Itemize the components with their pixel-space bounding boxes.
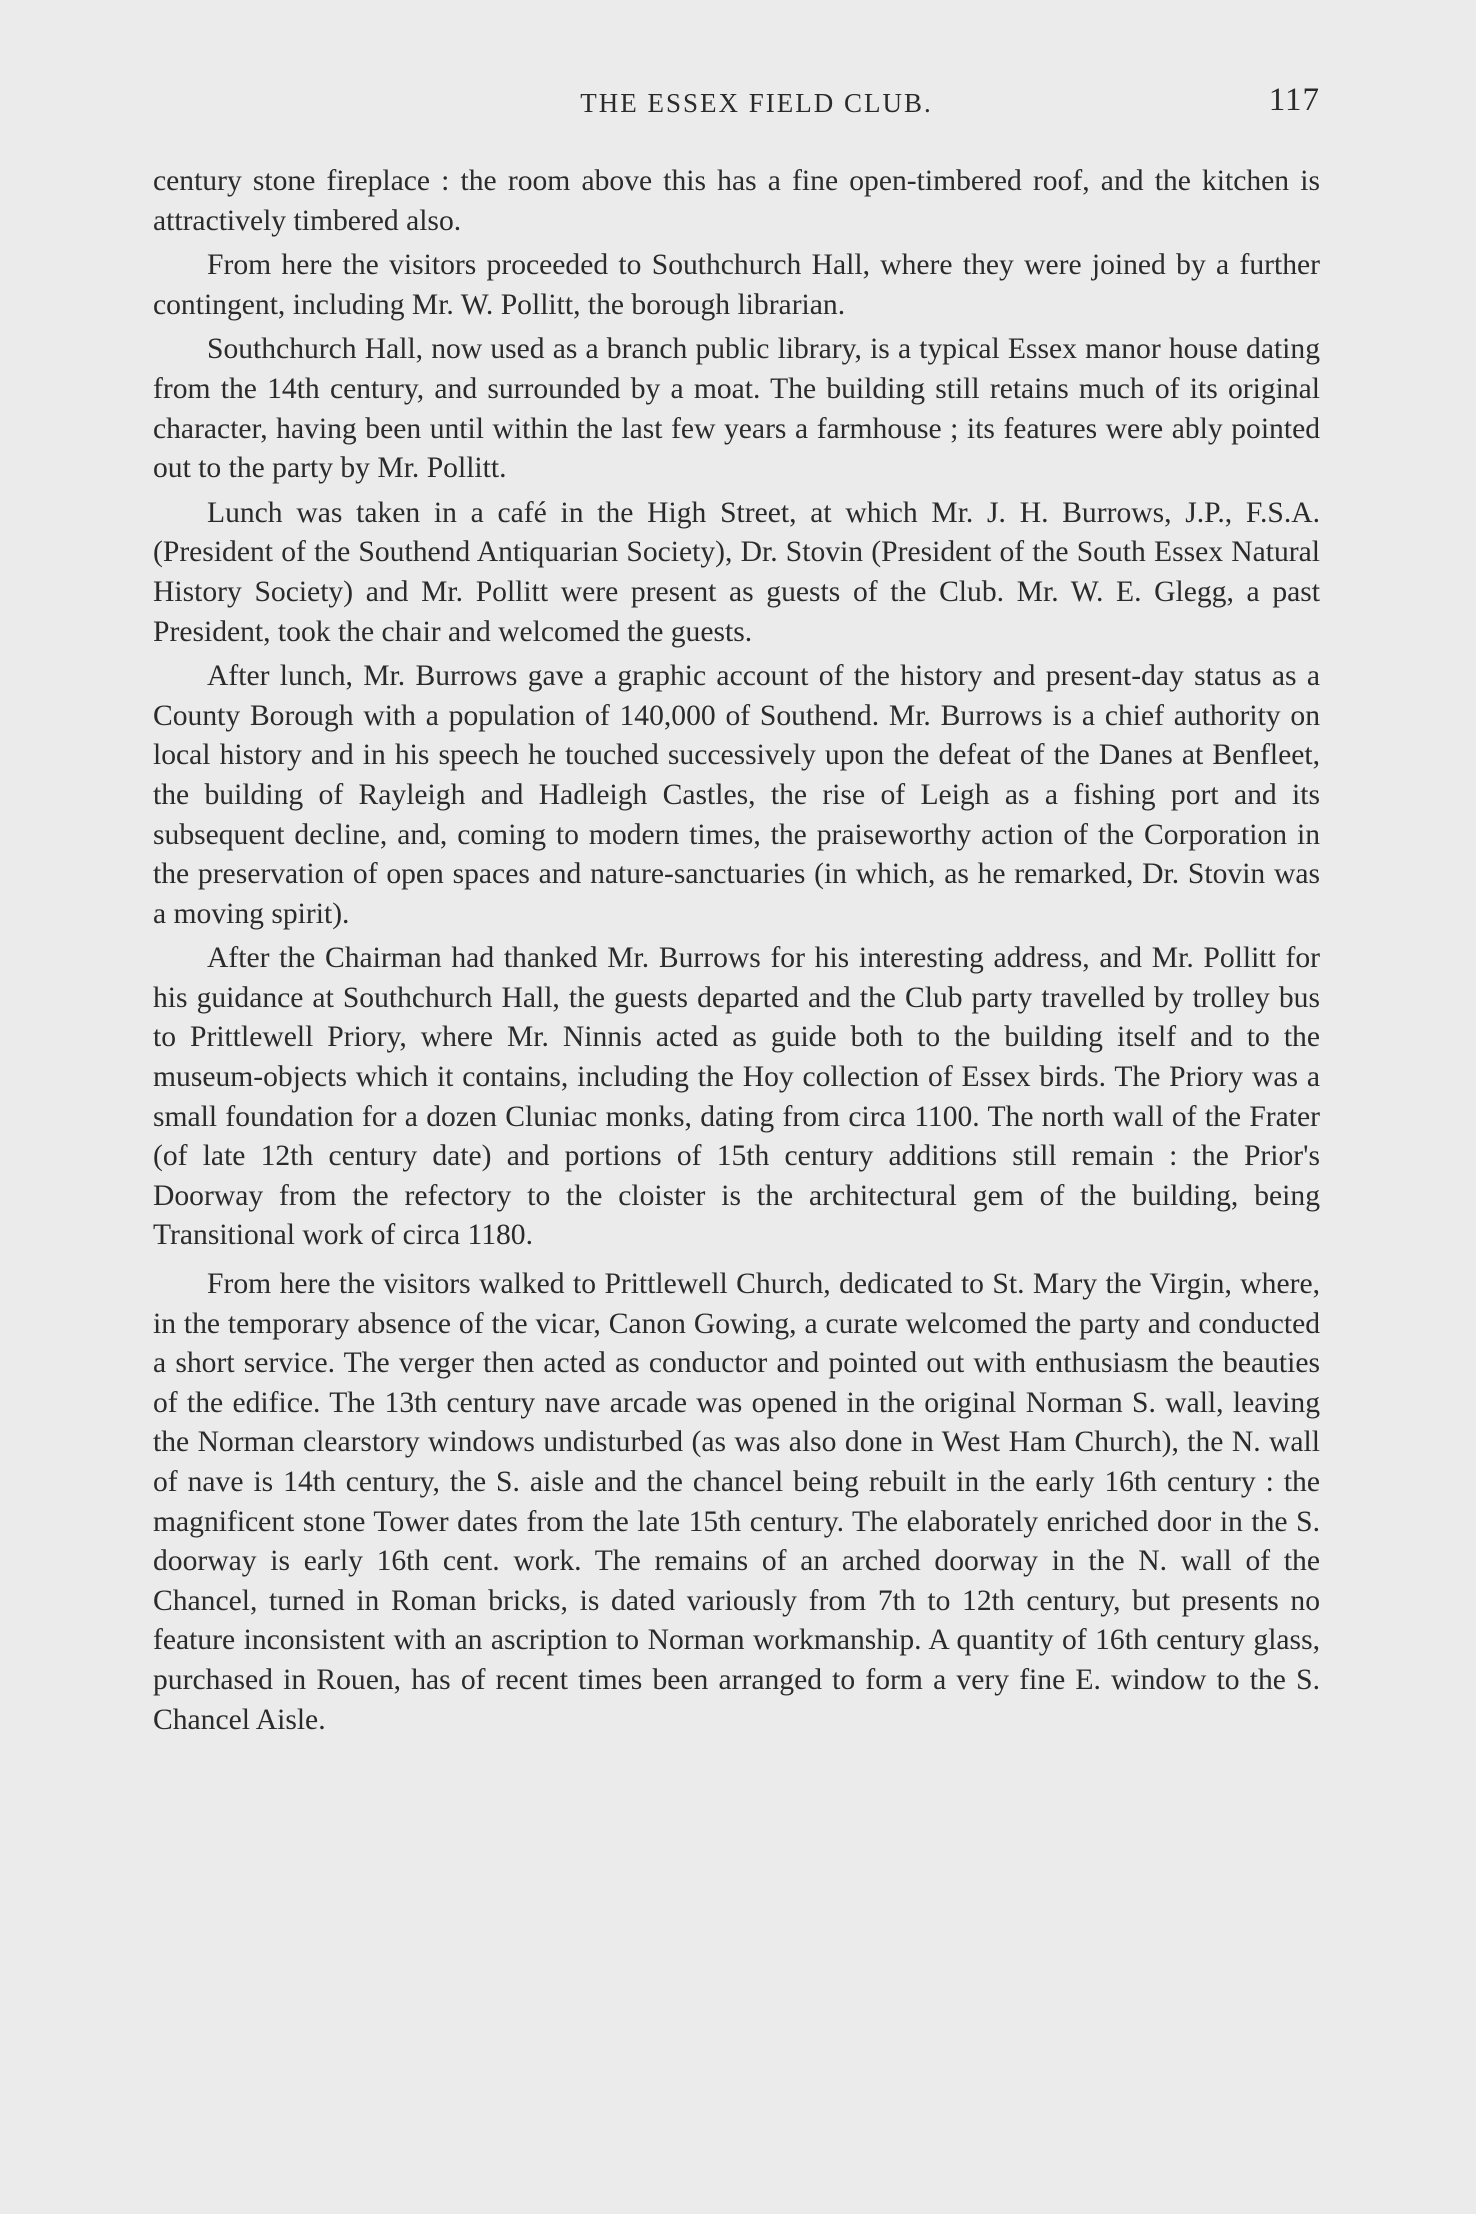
paragraph: From here the visitors walked to Prittlewell Church, dedicated to St. Mary the Virgin, where, in the temporary absence of the vicar, Canon Gowing, a curate welcomed the party and conducted a short service. The verger then acted as conductor and pointed out with enthusiasm the beauties of the edifice. The 13th century nave arcade was opened in the original Norman S. wall, leaving the Norman clearstory windows undisturbed (as was also done in West Ham Church), the N. wall of nave is 14th century, the S. aisle and the chancel being rebuilt in the early 16th century : the magnificent stone Tower dates from the late 15th century. The elaborately enriched door in the S. doorway is early 16th cent. work. The remains of an arched doorway in the N. wall of the Chancel, turned in Roman bricks, is dated variously from 7th to 12th century, but presents no feature inconsistent with an ascription to Norman workmanship. A quantity of 16th century glass, purchased in Rouen, has of recent times been arranged to form a very fine E. window to the S. Chancel Aisle. — [153, 1268, 1320, 1736]
running-title: THE ESSEX FIELD CLUB. — [580, 88, 933, 118]
running-head — [153, 82, 1320, 132]
paragraph-continued: century stone fireplace : the room above this has a fine open-timbered roof, and the kitchen is attractively timbered also. — [153, 165, 1320, 237]
paragraph: After the Chairman had thanked Mr. Burrows for his interesting address, and Mr. Pollitt for his guidance at Southchurch Hall, the guests departed and the Club party travelled by trolley bus to Prittlewell Priory, where Mr. Ninnis acted as guide both to the building itself and to the museum-objects which it contains, including the Hoy collection of Essex birds. The Priory was a small foundation for a dozen Cluniac monks, dating from circa 1100. The north wall of the Frater (of late 12th century date) and portions of 15th century additions still remain : the Prior's Doorway from the refectory to the cloister is the architectural gem of the building, being Transitional work of circa 1180. — [153, 942, 1320, 1252]
page-number: 117 — [1268, 82, 1320, 118]
paragraph: After lunch, Mr. Burrows gave a graphic account of the history and present-day status as a County Borough with a population of 140,000 of Southend. Mr. Burrows is a chief authority on local history and in his speech he touched successively upon the defeat of the Danes at Benfleet, the building of Rayleigh and Hadleigh Castles, the rise of Leigh as a fishing port and its subsequent decline, and, coming to modern times, the praiseworthy action of the Corporation in the preservation of open spaces and nature-sanctuaries (in which, as he remarked, Dr. Stovin was a moving spirit). — [153, 660, 1320, 930]
body-text — [153, 162, 1320, 1745]
paragraph: From here the visitors proceeded to Southchurch Hall, where they were joined by a further contingent, including Mr. W. Pollitt, the borough librarian. — [153, 249, 1320, 321]
paragraph: Lunch was taken in a café in the High Street, at which Mr. J. H. Burrows, J.P., F.S.A. (President of the Southend Antiquarian Society), Dr. Stovin (President of the South Essex Natural History Society) and Mr. Pollitt were present as guests of the Club. Mr. W. E. Glegg, a past President, took the chair and welcomed the guests. — [153, 496, 1320, 648]
paragraph: Southchurch Hall, now used as a branch public library, is a typical Essex manor house dating from the 14th century, and surrounded by a moat. The building still retains much of its original character, having been until within the last few years a farmhouse ; its features were ably pointed out to the party by Mr. Pollitt. — [153, 333, 1320, 485]
